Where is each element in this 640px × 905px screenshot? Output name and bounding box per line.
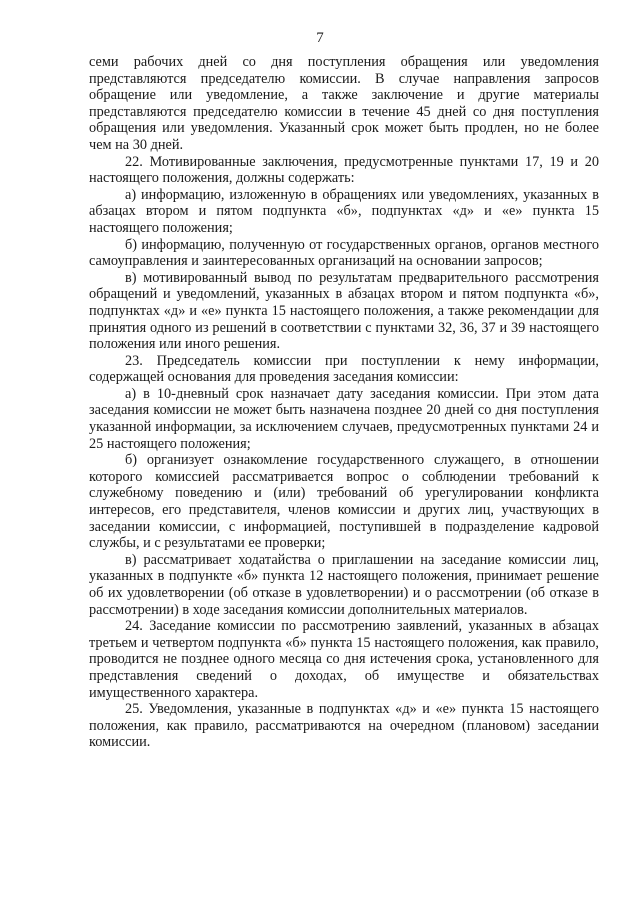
document-body bbox=[89, 54, 599, 751]
paragraph-item-25: 25. Уведомления, указанные в подпунктах «д» и «е» пункта 15 настоящего положения, как правило, рассматриваются на очередном (плановом) заседании комиссии. bbox=[89, 701, 599, 751]
paragraph-item-23: 23. Председатель комиссии при поступлении к нему информации, содержащей основания для проведения заседания комиссии: bbox=[89, 352, 599, 386]
paragraph-item-22a: а) информацию, изложенную в обращениях или уведомлениях, указанных в абзацах втором и пятом подпункта «б», подпунктах «д» и «е» пункта 15 настоящего положения; bbox=[89, 186, 599, 236]
paragraph-item-23v: в) рассматривает ходатайства о приглашении на заседание комиссии лиц, указанных в подпункте «б» пункта 12 настоящего положения, принимает решение об их удовлетворении (об отказе в удовлетворении) и о рассмотрении (об отказе в рассмотрении) в ходе заседания комиссии дополнительных материалов. bbox=[89, 551, 599, 618]
paragraph-item-22: 22. Мотивированные заключения, предусмотренные пунктами 17, 19 и 20 настоящего положения, должны содержать: bbox=[89, 153, 599, 187]
paragraph-item-22v: в) мотивированный вывод по результатам предварительного рассмотрения обращений и уведомлений, указанных в абзацах втором и пятом подпункта «б», подпунктах «д» и «е» пункта 15 настоящего положения, а также рекомендации для принятия одного из решений в соответствии с пунктами 32, 36, 37 и 39 настоящего положения или иного решения. bbox=[89, 269, 599, 353]
paragraph-item-22b: б) информацию, полученную от государственных органов, органов местного самоуправления и заинтересованных организаций на основании запросов; bbox=[89, 236, 599, 270]
paragraph-item-23a: а) в 10-дневный срок назначает дату заседания комиссии. При этом дата заседания комиссии не может быть назначена позднее 20 дней со дня поступления указанной информации, за исключением случаев, предусмотренных пунктами 24 и 25 настоящего положения; bbox=[89, 385, 599, 452]
page-number: 7 bbox=[316, 30, 324, 46]
paragraph-item-23b: б) организует ознакомление государственного служащего, в отношении которого комиссией рассматривается вопрос о соблюдении требований к служебному поведению и (или) требований об урегулировании конфликта интересов, его представителя, членов комиссии и других лиц, участвующих в заседании комиссии, с информацией, поступившей в подразделение кадровой службы, и с результатами ее проверки; bbox=[89, 452, 599, 552]
paragraph-item-24: 24. Заседание комиссии по рассмотрению заявлений, указанных в абзацах третьем и четвертом подпункта «б» пункта 15 настоящего положения, как правило, проводится не позднее одного месяца со дня истечения срока, установленного для представления сведений о доходах, об имуществе и обязательствах имущественного характера. bbox=[89, 618, 599, 701]
paragraph-continuation: семи рабочих дней со дня поступления обращения или уведомления представляются председателю комиссии. В случае направления запросов обращение или уведомление, а также заключение и другие материалы представляются председателю комиссии в течение 45 дней со дня поступления обращения или уведомления. Указанный срок может быть продлен, но не более чем на 30 дней. bbox=[89, 54, 599, 153]
